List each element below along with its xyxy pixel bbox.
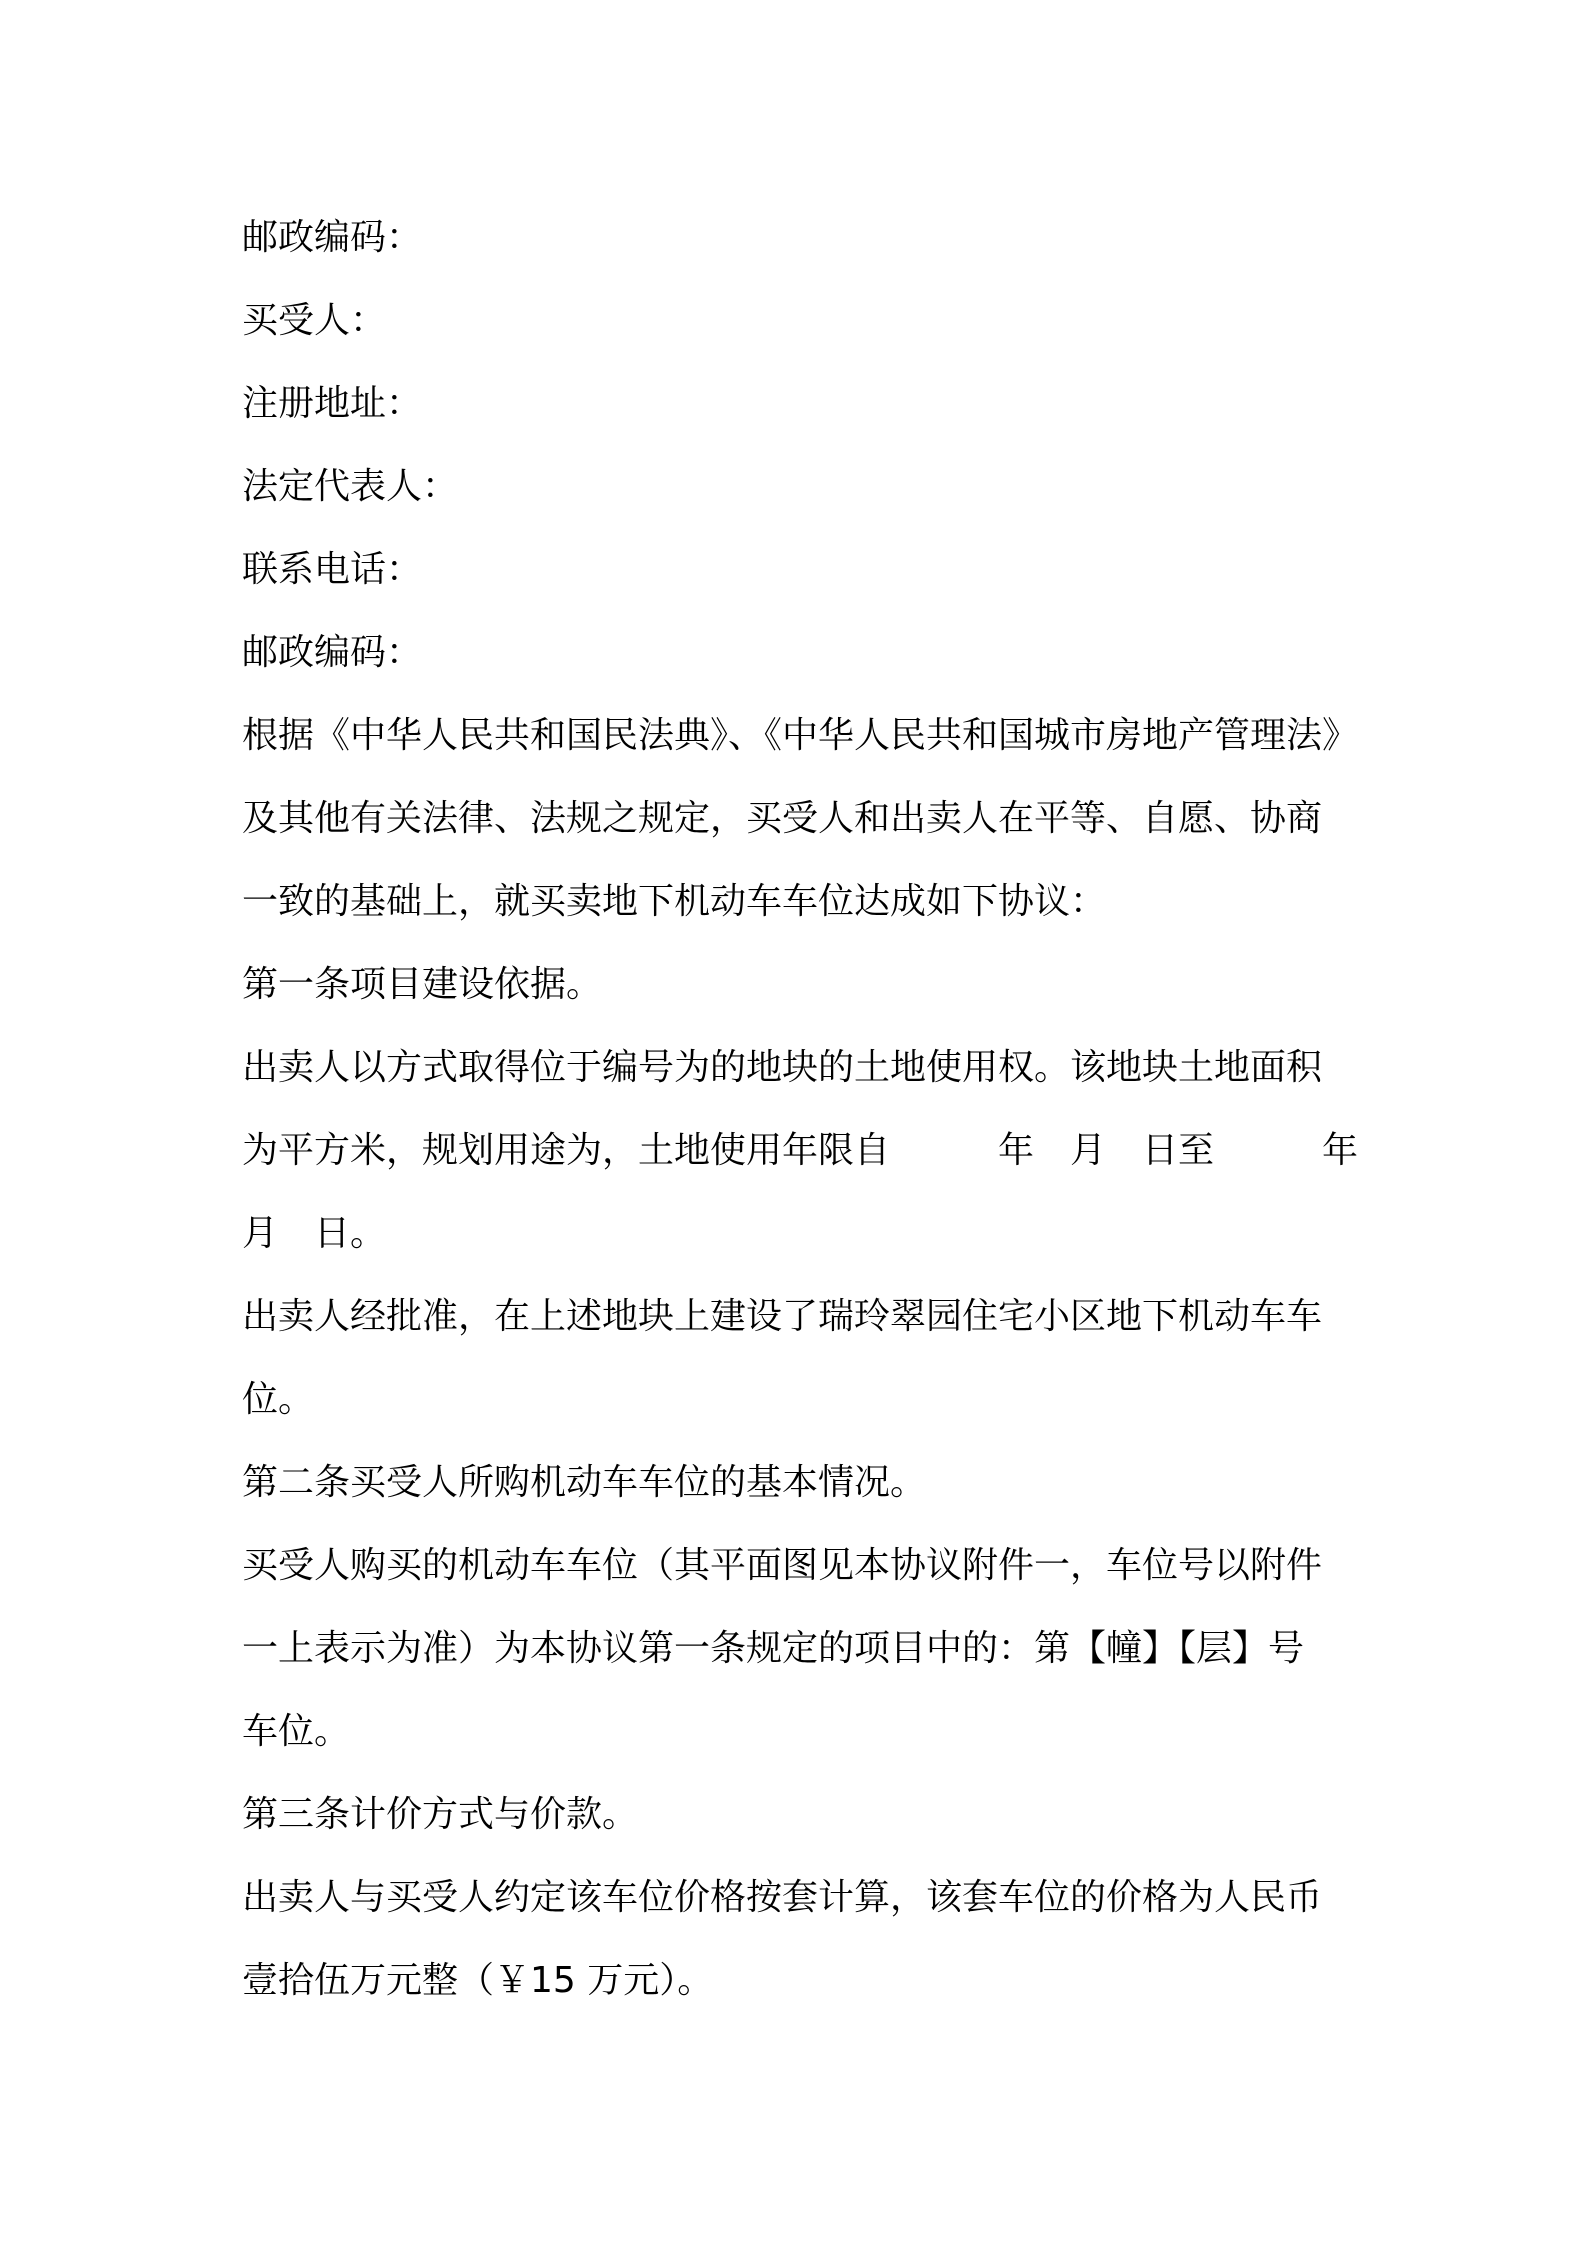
seller-postal-code-label: 邮政编码： xyxy=(242,217,423,258)
registered-address-label: 注册地址： xyxy=(242,383,423,424)
article-1-para-1-line-3: 月 日。 xyxy=(242,1213,387,1254)
document-body xyxy=(242,196,1359,2022)
article-1-para-2-line-2: 位。 xyxy=(242,1379,315,1420)
article-2-heading: 第二条买受人所购机动车车位的基本情况。 xyxy=(242,1462,927,1503)
buyer-postal-code-label: 邮政编码： xyxy=(242,632,423,673)
article-3-para-line-2: 壹拾伍万元整（￥15 万元）。 xyxy=(242,1960,714,2001)
contact-phone-label: 联系电话： xyxy=(242,549,423,590)
article-1-para-1-line-2: 为平方米，规划用途为，土地使用年限自 年 月 日至 年 xyxy=(242,1130,1359,1171)
article-1-heading: 第一条项目建设依据。 xyxy=(242,964,603,1005)
article-2-para-line-2: 一上表示为准）为本协议第一条规定的项目中的：第【幢】【层】号 xyxy=(242,1628,1305,1669)
article-3-heading: 第三条计价方式与价款。 xyxy=(242,1794,639,1835)
article-3-para-line-1: 出卖人与买受人约定该车位价格按套计算，该套车位的价格为人民币 xyxy=(242,1877,1323,1918)
article-1-para-2-line-1: 出卖人经批准，在上述地块上建设了瑞玲翠园住宅小区地下机动车车 xyxy=(242,1296,1323,1337)
article-2-para-line-3: 车位。 xyxy=(242,1711,351,1752)
article-1-para-1-line-1: 出卖人以方式取得位于编号为的地块的土地使用权。该地块土地面积 xyxy=(242,1047,1323,1088)
preamble-line-3: 一致的基础上，就买卖地下机动车车位达成如下协议： xyxy=(242,881,1107,922)
preamble-line-1: 根据《中华人民共和国民法典》、《中华人民共和国城市房地产管理法》 xyxy=(242,715,1359,756)
preamble-line-2: 及其他有关法律、法规之规定，买受人和出卖人在平等、自愿、协商 xyxy=(242,798,1323,839)
buyer-label: 买受人： xyxy=(242,300,387,341)
article-2-para-line-1: 买受人购买的机动车车位（其平面图见本协议附件一，车位号以附件 xyxy=(242,1545,1323,1586)
legal-representative-label: 法定代表人： xyxy=(242,466,459,507)
